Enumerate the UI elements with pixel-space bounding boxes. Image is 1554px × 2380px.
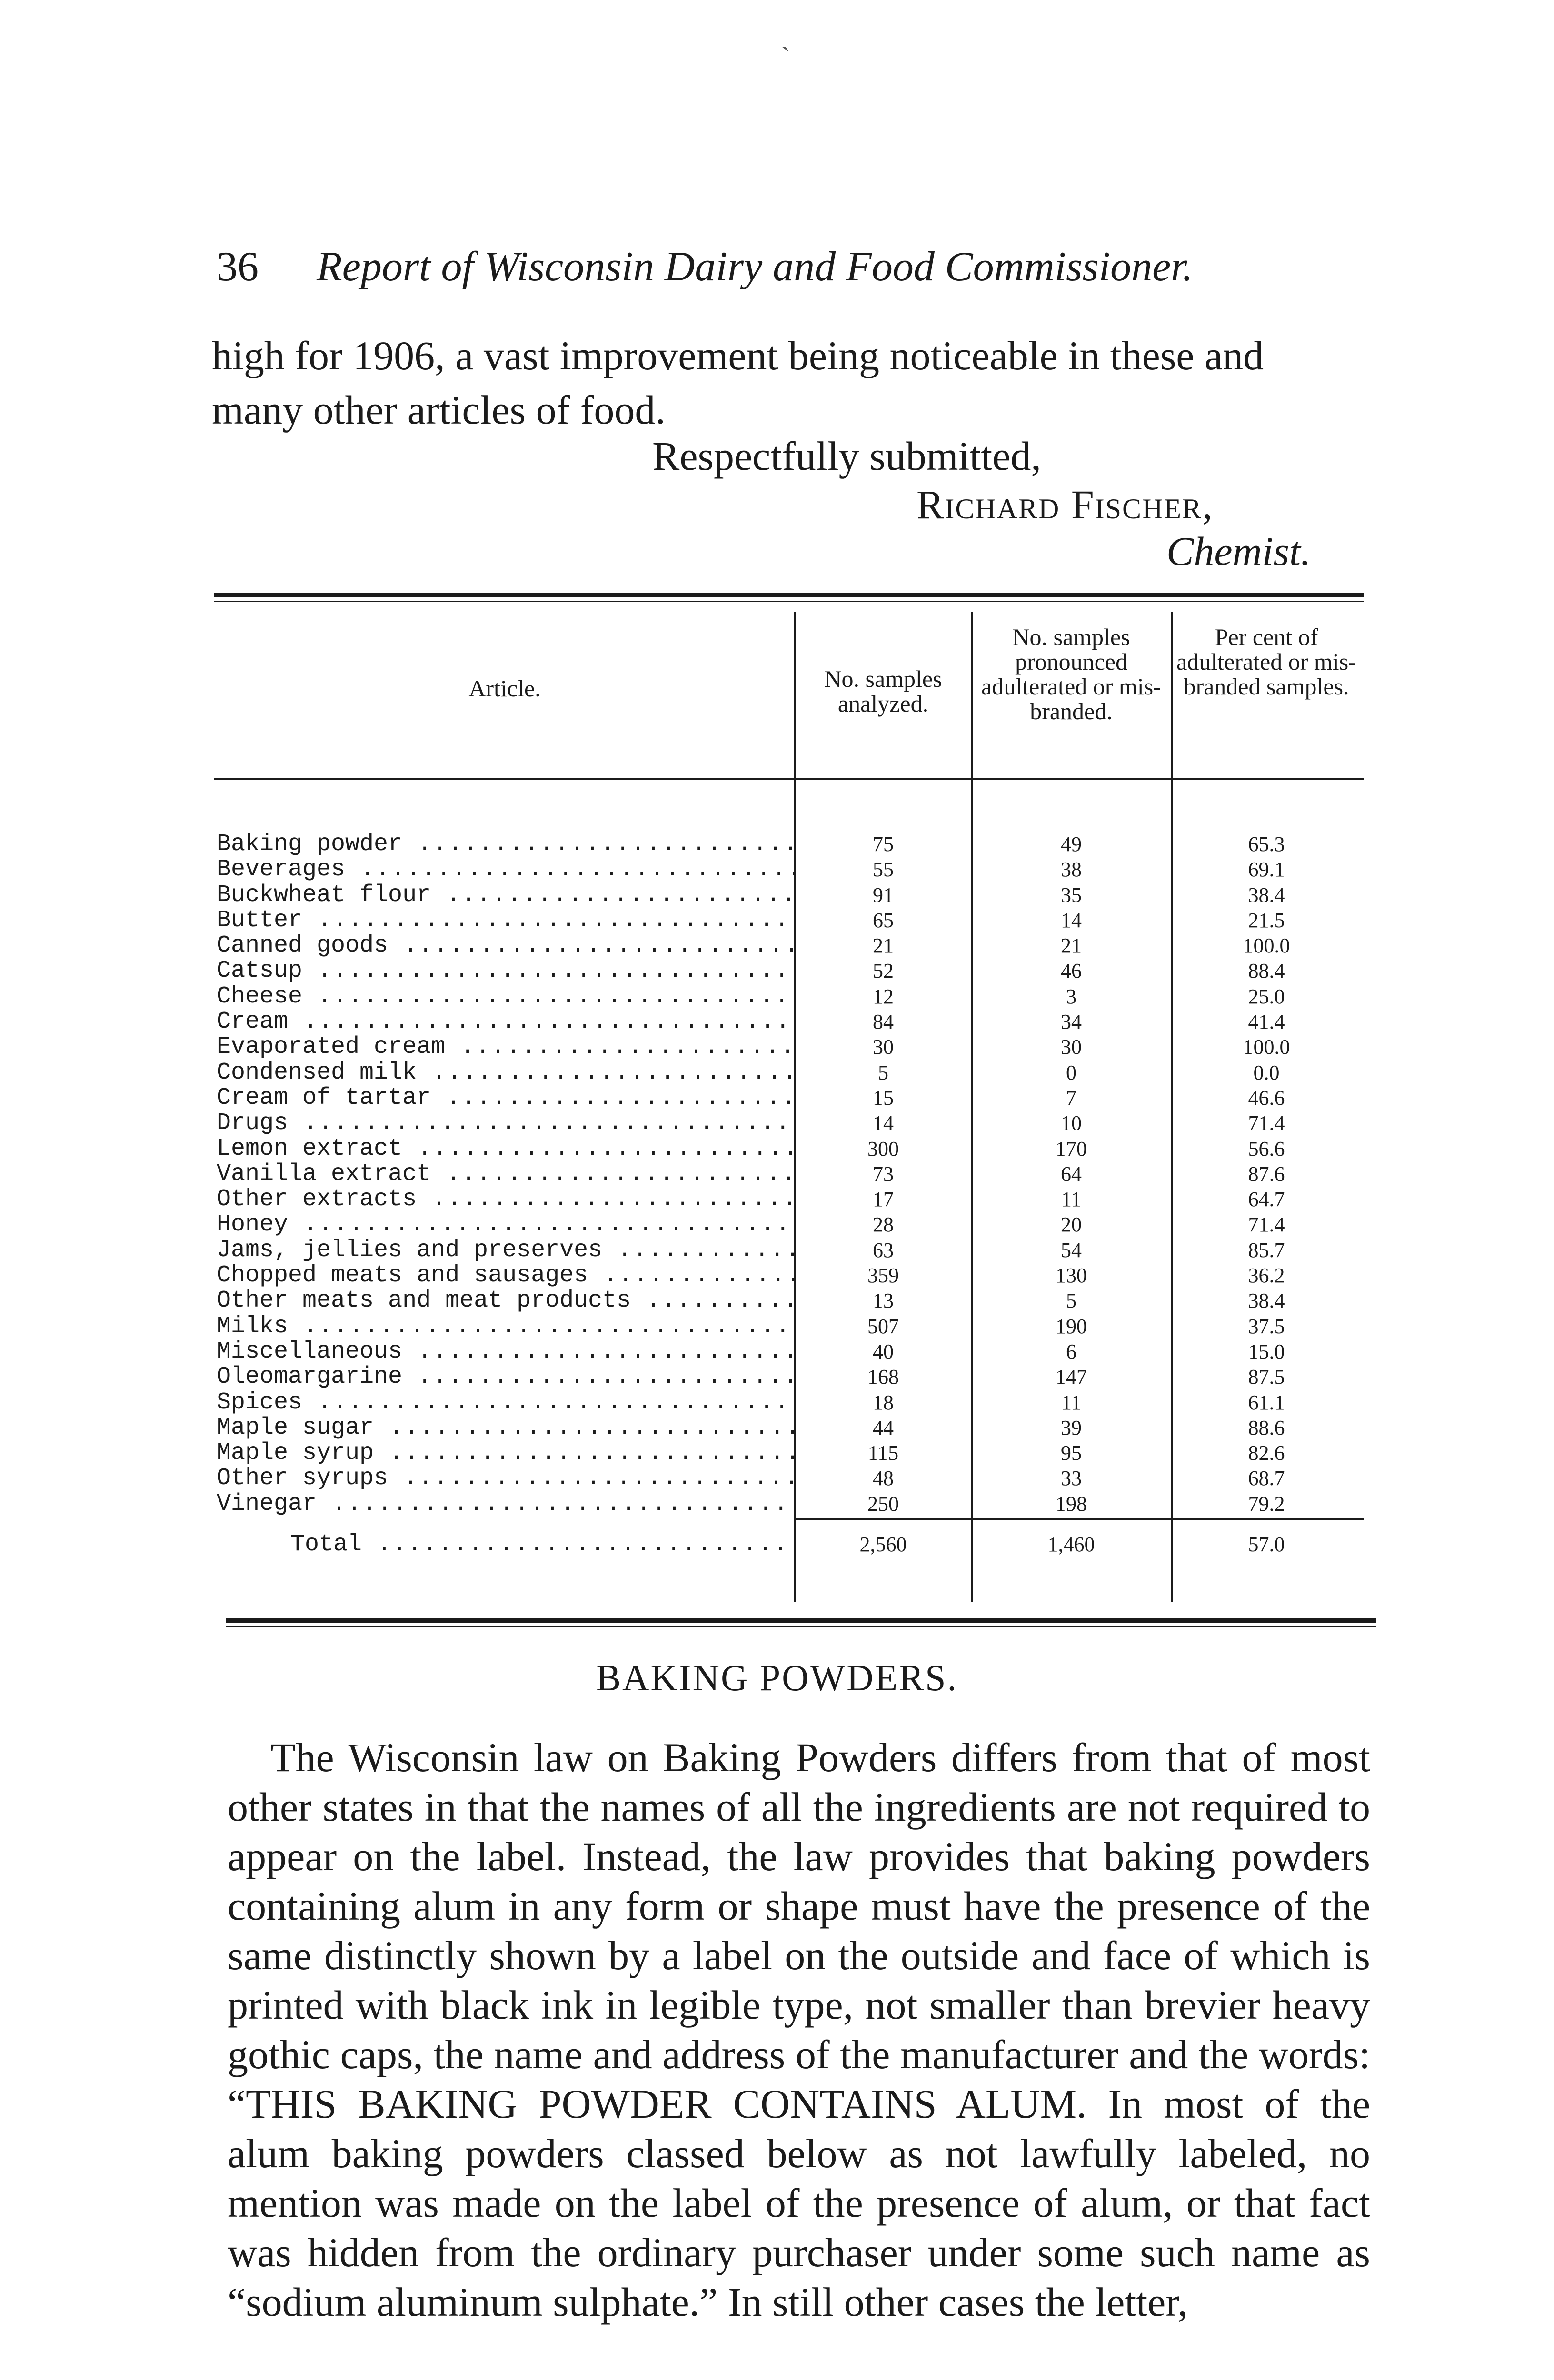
total-adulterated: 1,460 [1047,1533,1095,1556]
row-analyzed: 15 [873,1086,894,1110]
row-article: Vinegar [217,1491,317,1517]
row-article: Drugs [217,1111,289,1136]
total-rule [794,1518,1364,1520]
row-adulterated: 0 [1066,1061,1076,1084]
row-adulterated: 33 [1061,1467,1082,1490]
row-article: Milks [217,1313,289,1339]
row-article: Evaporated cream [217,1034,446,1060]
row-adulterated: 34 [1061,1010,1082,1034]
row-percent: 36.2 [1248,1264,1285,1288]
row-analyzed: 115 [867,1441,899,1465]
table-row [217,832,1364,857]
row-percent: 85.7 [1248,1238,1285,1262]
row-percent: 82.6 [1248,1441,1285,1465]
row-article: Butter [217,907,303,933]
table-row [217,1034,1364,1060]
row-article: Other extracts [217,1187,417,1212]
row-analyzed: 300 [867,1137,899,1160]
row-adulterated: 11 [1061,1390,1082,1414]
row-analyzed: 13 [873,1289,894,1313]
table-row [217,1390,1364,1415]
row-percent: 56.6 [1248,1137,1285,1160]
row-percent: 64.7 [1248,1188,1285,1211]
row-analyzed: 52 [873,959,894,983]
row-article: Catsup [217,958,303,984]
table-bottom-rule-thin [226,1626,1376,1627]
row-adulterated: 46 [1061,959,1082,983]
row-analyzed: 5 [878,1061,888,1084]
table-row [217,1491,1364,1517]
table-bottom-rule [226,1618,1376,1623]
row-analyzed: 12 [873,984,894,1008]
row-article: Cream [217,1009,289,1035]
table-row [217,1466,1364,1491]
table-top-rule [214,593,1364,597]
header-bottom-rule [214,778,1364,780]
row-adulterated: 49 [1061,833,1082,856]
table-row [217,1440,1364,1466]
signature-closing: Respectfully submitted, [652,433,1041,479]
total-percent: 57.0 [1248,1533,1285,1556]
row-analyzed: 250 [867,1492,899,1516]
intro-paragraph: high for 1906, a vast improvement being noticeable in these and many other articles of food. [212,333,1264,433]
row-analyzed: 359 [867,1264,899,1288]
table-row [217,1085,1364,1111]
row-adulterated: 5 [1066,1289,1076,1313]
header-title: Report of Wisconsin Dairy and Food Commissioner. [317,244,1193,290]
row-adulterated: 11 [1061,1188,1082,1211]
row-analyzed: 44 [873,1416,894,1439]
table-row [217,1364,1364,1389]
row-article: Other meats and meat products [217,1288,631,1314]
row-adulterated: 3 [1066,984,1076,1008]
row-percent: 71.4 [1248,1213,1285,1237]
total-analyzed: 2,560 [859,1533,907,1556]
row-adulterated: 30 [1061,1035,1082,1059]
row-percent: 100.0 [1243,1035,1290,1059]
row-analyzed: 91 [873,883,894,907]
row-adulterated: 10 [1061,1111,1082,1135]
row-percent: 100.0 [1243,934,1290,958]
row-article: Beverages [217,857,346,883]
table-row [217,883,1364,908]
table-row [217,1136,1364,1161]
table-row [217,1111,1364,1136]
row-percent: 46.6 [1248,1086,1285,1110]
table-row [217,984,1364,1009]
row-article: Maple sugar [217,1415,374,1441]
row-adulterated: 21 [1061,934,1082,958]
section-body: The Wisconsin law on Baking Powders differs from that of most other states in that the names of all the ingredients are not required to appear on the label. Instead, the law provides that baking powders containing alum in any form or shape must have the presence of the same distinctly shown by a label on the outside and face of which is printed with black ink in legible type, not smaller than brevier heavy gothic caps, the name and address of the manufacturer and the words: “THIS BAKING POWDER CONTAINS ALUM. In most of the alum baking powders classed below as not lawfully labeled, no mention was made on the label of the presence of alum, or that fact was hidden from the ordinary purchaser under some such name as “sodium aluminum sulphate.” In still other cases the letter, [228,1735,1370,2325]
row-adulterated: 198 [1056,1492,1087,1516]
row-article: Jams, jellies and preserves [217,1237,603,1263]
table-row [217,1060,1364,1085]
table-row [217,1238,1364,1263]
row-percent: 38.4 [1248,1289,1285,1313]
row-adulterated: 147 [1056,1365,1087,1389]
header-percent: Per cent of adulterated or mis-branded samples. [1176,624,1356,700]
row-analyzed: 40 [873,1339,894,1363]
header-analyzed: No. samples analyzed. [824,665,942,717]
row-percent: 38.4 [1248,883,1285,907]
header-article: Article. [468,675,541,702]
row-article: Chopped meats and sausages [217,1263,588,1289]
row-article: Miscellaneous [217,1339,403,1365]
row-adulterated: 35 [1061,883,1082,907]
row-percent: 68.7 [1248,1467,1285,1490]
row-analyzed: 18 [873,1390,894,1414]
row-analyzed: 507 [867,1314,899,1338]
row-analyzed: 14 [873,1111,894,1135]
row-adulterated: 20 [1061,1213,1082,1237]
row-percent: 21.5 [1248,908,1285,932]
row-percent: 87.5 [1248,1365,1285,1389]
row-adulterated: 39 [1061,1416,1082,1439]
table-row [217,1415,1364,1440]
row-percent: 15.0 [1248,1339,1285,1363]
row-percent: 0.0 [1253,1061,1280,1084]
row-analyzed: 168 [867,1365,899,1389]
row-adulterated: 190 [1056,1314,1087,1338]
signature-name: Richard Fischer, [916,482,1214,527]
row-percent: 88.4 [1248,959,1285,983]
row-percent: 69.1 [1248,858,1285,882]
row-analyzed: 48 [873,1467,894,1490]
table-body [217,832,1364,1517]
table-row [217,958,1364,983]
row-percent: 37.5 [1248,1314,1285,1338]
table-row [217,857,1364,882]
page-number: 36 [217,244,259,290]
row-adulterated: 54 [1061,1238,1082,1262]
row-article: Lemon extract [217,1136,403,1161]
row-analyzed: 84 [873,1010,894,1034]
table-top-rule-thin [214,601,1364,602]
row-analyzed: 28 [873,1213,894,1237]
signature-role: Chemist. [1166,528,1311,574]
row-analyzed: 75 [873,833,894,856]
row-percent: 88.6 [1248,1416,1285,1439]
table-row [217,1161,1364,1187]
row-article: Maple syrup [217,1440,374,1466]
row-analyzed: 55 [873,858,894,882]
row-article: Cheese [217,983,303,1010]
table-row [217,908,1364,933]
row-article: Baking powder [217,832,403,857]
row-adulterated: 64 [1061,1162,1082,1186]
row-percent: 87.6 [1248,1162,1285,1186]
row-analyzed: 21 [873,934,894,958]
row-analyzed: 30 [873,1035,894,1059]
row-percent: 41.4 [1248,1010,1285,1034]
row-adulterated: 95 [1061,1441,1082,1465]
running-header [217,243,1193,291]
total-label: Total [290,1531,362,1558]
table-row [217,1339,1364,1364]
total-row [217,1530,1364,1559]
table-row [217,1263,1364,1288]
row-percent: 71.4 [1248,1111,1285,1135]
row-adulterated: 14 [1061,908,1082,932]
row-percent: 61.1 [1248,1390,1285,1414]
row-article: Buckwheat flour [217,882,431,908]
row-analyzed: 17 [873,1188,894,1211]
row-analyzed: 73 [873,1162,894,1186]
row-adulterated: 130 [1056,1264,1087,1288]
row-percent: 79.2 [1248,1492,1285,1516]
row-analyzed: 63 [873,1238,894,1262]
stray-mark: ˎ [781,20,790,51]
header-adulterated: No. samples pronounced adulterated or mis-branded. [981,624,1161,724]
row-article: Canned goods [217,933,388,959]
row-article: Cream of tartar [217,1085,431,1111]
row-article: Spices [217,1389,303,1415]
row-percent: 25.0 [1248,984,1285,1008]
table-row [217,933,1364,958]
row-adulterated: 170 [1056,1137,1087,1160]
row-article: Condensed milk [217,1060,417,1085]
row-adulterated: 7 [1066,1086,1076,1110]
section-title: BAKING POWDERS. [596,1657,958,1698]
row-percent: 65.3 [1248,833,1285,856]
table-row [217,1212,1364,1237]
table-row [217,1009,1364,1034]
table-row [217,1187,1364,1212]
row-analyzed: 65 [873,908,894,932]
row-article: Honey [217,1212,289,1238]
row-article: Other syrups [217,1466,388,1491]
row-adulterated: 6 [1066,1339,1076,1363]
table-row [217,1288,1364,1313]
row-article: Oleomargarine [217,1364,403,1390]
row-article: Vanilla extract [217,1161,431,1187]
row-adulterated: 38 [1061,858,1082,882]
table-row [217,1314,1364,1339]
